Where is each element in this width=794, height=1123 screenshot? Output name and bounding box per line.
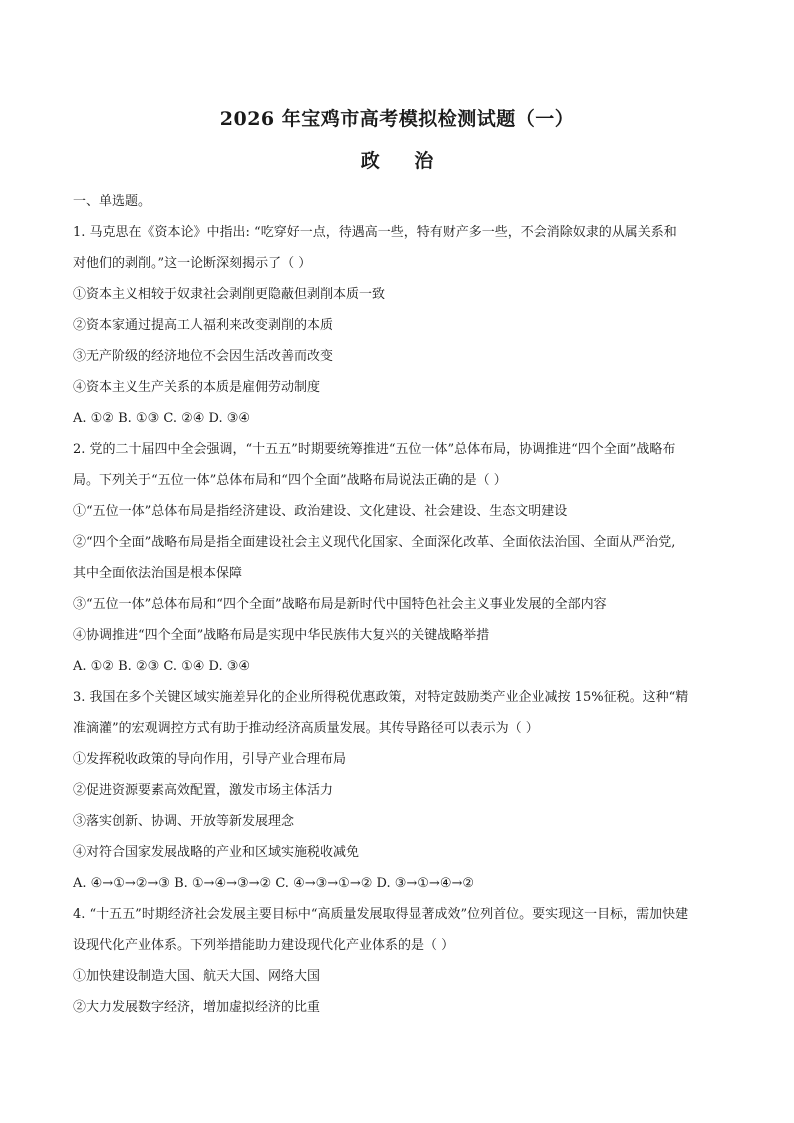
- statement-option: ③无产阶级的经济地位不会因生活改善而改变: [73, 349, 334, 364]
- statement-option: ③“五位一体”总体布局和“四个全面”战略布局是新时代中国特色社会主义事业发展的全部内容: [73, 597, 607, 612]
- answer-choices: A. ④→①→②→③ B. ①→④→③→② C. ④→③→①→② D. ③→①→④→②: [73, 876, 475, 891]
- question-1: [73, 217, 733, 434]
- question-4: [73, 899, 733, 1023]
- statement-option: ①加快建设制造大国、航天大国、网络大国: [73, 969, 321, 984]
- question-3: [73, 682, 733, 899]
- question-stem-line: 准滴灌”的宏观调控方式有助于推动经济高质量发展。其传导路径可以表示为（ ）: [73, 721, 539, 736]
- statement-option: ②资本家通过提高工人福利来改变剥削的本质: [73, 318, 334, 333]
- statement-option: ④协调推进“四个全面”战略布局是实现中华民族伟大复兴的关键战略举措: [73, 628, 490, 643]
- statement-option: ②促进资源要素高效配置，激发市场主体活力: [73, 783, 334, 798]
- question-stem-line: 对他们的剥削。”这一论断深刻揭示了（ ）: [73, 256, 312, 271]
- statement-option: ①资本主义相较于奴隶社会剥削更隐蔽但剥削本质一致: [73, 287, 386, 302]
- statement-option: ①发挥税收政策的导向作用，引导产业合理布局: [73, 752, 347, 767]
- statement-option: 其中全面依法治国是根本保障: [73, 566, 243, 581]
- exam-content: [73, 186, 733, 1023]
- statement-option: ②“四个全面”战略布局是指全面建设社会主义现代化国家、全面深化改革、全面依法治国、全面从严治党,: [73, 535, 676, 550]
- answer-choices: A. ①② B. ②③ C. ①④ D. ③④: [73, 659, 251, 674]
- question-stem-line: 1. 马克思在《资本论》中指出: “吃穿好一点，待遇高一些，特有财产多一些，不会消除奴隶的从属关系和: [73, 225, 677, 240]
- section-heading: 一、单选题。: [73, 194, 152, 209]
- statement-option: ②大力发展数字经济，增加虚拟经济的比重: [73, 1000, 321, 1015]
- question-stem-line: 局。下列关于“五位一体”总体布局和“四个全面”战略布局说法正确的是（ ）: [73, 473, 507, 488]
- question-stem-line: 设现代化产业体系。下列举措能助力建设现代化产业体系的是（ ）: [73, 938, 455, 953]
- subject-title: 政 治: [360, 150, 434, 172]
- statement-option: ④资本主义生产关系的本质是雇佣劳动制度: [73, 380, 321, 395]
- question-stem-line: 2. 党的二十届四中全会强调，“十五五”时期要统筹推进“五位一体”总体布局，协调推进“四个全面”战略布: [73, 442, 676, 457]
- document-title: 2026 年宝鸡市高考模拟检测试题（一）: [219, 108, 575, 130]
- statement-option: ③落实创新、协调、开放等新发展理念: [73, 814, 295, 829]
- statement-option: ①“五位一体”总体布局是指经济建设、政治建设、文化建设、社会建设、生态文明建设: [73, 504, 568, 519]
- statement-option: ④对符合国家发展战略的产业和区域实施税收减免: [73, 845, 360, 860]
- question-stem-line: 4. “十五五”时期经济社会发展主要目标中“高质量发展取得显著成效”位列首位。要实现这一目标，需加快建: [73, 907, 689, 922]
- answer-choices: A. ①② B. ①③ C. ②④ D. ③④: [73, 411, 251, 426]
- question-2: [73, 434, 733, 682]
- question-stem-line: 3. 我国在多个关键区域实施差异化的企业所得税优惠政策，对特定鼓励类产业企业减按 15%征税。这种“精: [73, 690, 689, 705]
